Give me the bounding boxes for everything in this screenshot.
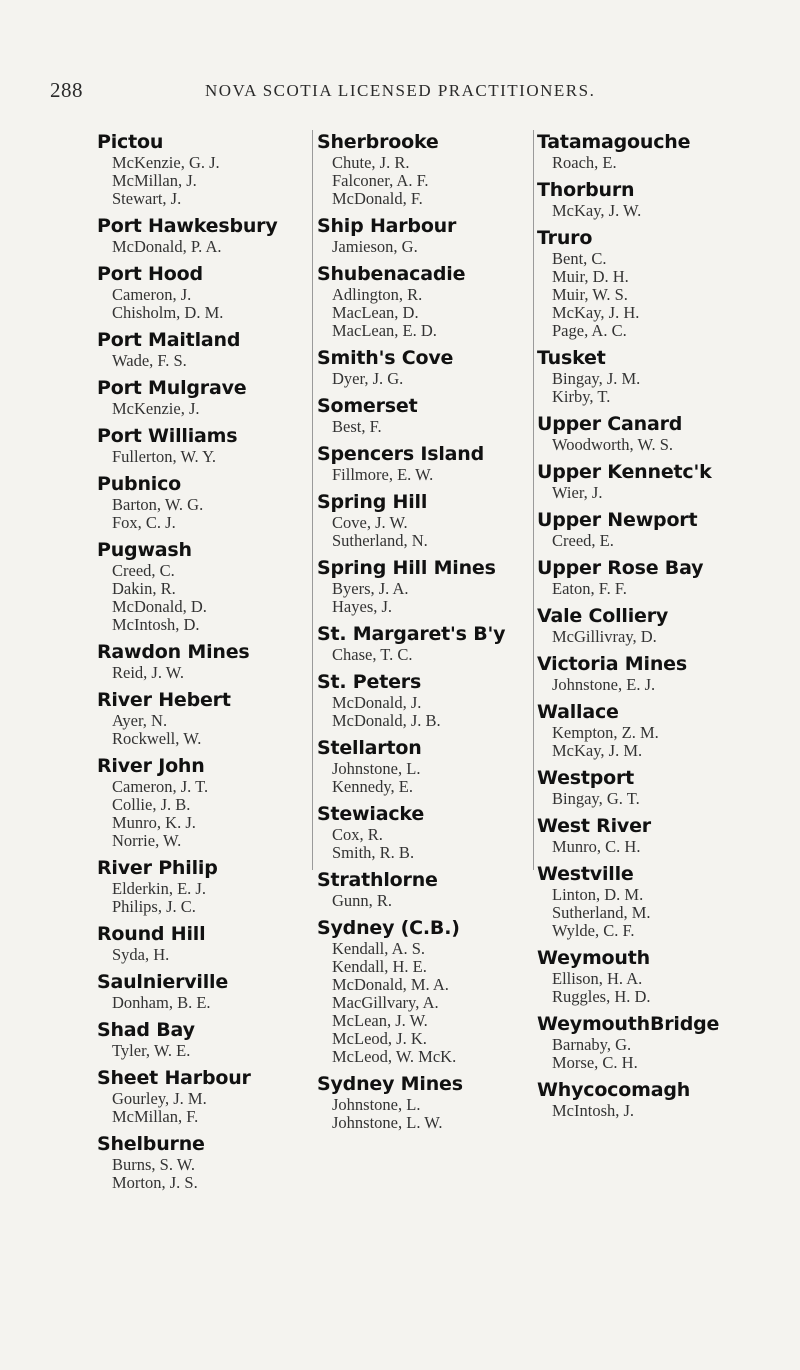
place-entry — [537, 556, 767, 598]
practitioner-name: Burns, S. W. — [112, 1155, 195, 1174]
place-entry — [97, 856, 327, 916]
column-3 — [537, 130, 767, 1126]
practitioner-list — [112, 400, 327, 418]
practitioner-name: Sutherland, N. — [332, 531, 428, 550]
practitioner-name: McIntosh, D. — [112, 615, 200, 634]
place-entry — [537, 700, 767, 760]
place-name: Tatamagouche — [537, 131, 691, 153]
place-entry — [537, 412, 767, 454]
place-entry — [537, 946, 767, 1006]
place-name: Round Hill — [97, 923, 206, 945]
practitioner-name: McKay, J. W. — [552, 201, 642, 220]
practitioner-list — [332, 370, 547, 388]
place-entry — [97, 754, 327, 850]
place-name: Stellarton — [317, 737, 422, 759]
practitioner-name: Hayes, J. — [332, 597, 393, 616]
practitioner-name: Barton, W. G. — [112, 495, 204, 514]
place-name: Upper Canard — [537, 413, 683, 435]
practitioner-list — [552, 1036, 767, 1072]
practitioner-name: Cameron, J. T. — [112, 777, 209, 796]
place-name: Victoria Mines — [537, 653, 687, 675]
practitioner-name: McGillivray, D. — [552, 627, 657, 646]
place-entry — [97, 688, 327, 748]
practitioner-name: Wier, J. — [552, 483, 603, 502]
practitioner-list — [112, 238, 327, 256]
practitioner-name: Chute, J. R. — [332, 153, 410, 172]
practitioner-name: Cox, R. — [332, 825, 383, 844]
place-entry — [537, 652, 767, 694]
practitioner-name: Kendall, H. E. — [332, 957, 427, 976]
practitioner-name: Stewart, J. — [112, 189, 182, 208]
practitioner-name: Ruggles, H. D. — [552, 987, 651, 1006]
practitioner-list — [552, 838, 767, 856]
place-name: Upper Rose Bay — [537, 557, 704, 579]
practitioner-list — [332, 646, 547, 664]
practitioner-list — [552, 790, 767, 808]
practitioner-name: Adlington, R. — [332, 285, 423, 304]
practitioner-name: Gourley, J. M. — [112, 1089, 207, 1108]
place-entry — [537, 508, 767, 550]
practitioner-name: Creed, E. — [552, 531, 614, 550]
practitioner-name: Tyler, W. E. — [112, 1041, 191, 1060]
practitioner-list — [332, 514, 547, 550]
practitioner-name: McMillan, F. — [112, 1107, 199, 1126]
practitioner-name: Rockwell, W. — [112, 729, 202, 748]
place-name: Port Mulgrave — [97, 377, 247, 399]
place-name: Sydney (C.B.) — [317, 917, 460, 939]
practitioner-list — [552, 202, 767, 220]
practitioner-list — [552, 1102, 767, 1120]
place-entry — [97, 1066, 327, 1126]
place-entry — [317, 262, 547, 340]
place-entry — [97, 1018, 327, 1060]
practitioner-name: McKenzie, G. J. — [112, 153, 220, 172]
practitioner-list — [552, 676, 767, 694]
running-title: NOVA SCOTIA LICENSED PRACTITIONERS. — [205, 81, 596, 100]
place-entry — [97, 538, 327, 634]
practitioner-name: Norrie, W. — [112, 831, 182, 850]
practitioner-list — [552, 370, 767, 406]
practitioner-list — [552, 532, 767, 550]
practitioner-name: Roach, E. — [552, 153, 617, 172]
place-name: Upper Kennetc'k — [537, 461, 712, 483]
place-name: Shad Bay — [97, 1019, 195, 1041]
practitioner-name: Best, F. — [332, 417, 382, 436]
practitioner-name: Falconer, A. F. — [332, 171, 429, 190]
practitioner-name: Cove, J. W. — [332, 513, 408, 532]
practitioner-name: McKay, J. H. — [552, 303, 640, 322]
practitioner-list — [552, 436, 767, 454]
practitioner-list — [332, 892, 547, 910]
practitioner-name: Johnstone, L. — [332, 759, 421, 778]
practitioner-list — [552, 628, 767, 646]
practitioner-list — [332, 694, 547, 730]
place-name: Smith's Cove — [317, 347, 454, 369]
practitioner-list — [112, 562, 327, 634]
practitioner-name: McKay, J. M. — [552, 741, 643, 760]
place-entry — [537, 604, 767, 646]
directory-columns — [97, 130, 787, 1330]
practitioner-name: Bingay, J. M. — [552, 369, 641, 388]
place-entry — [317, 802, 547, 862]
practitioner-name: Philips, J. C. — [112, 897, 196, 916]
place-entry — [97, 472, 327, 532]
place-name: Tusket — [537, 347, 606, 369]
practitioner-list — [112, 1042, 327, 1060]
practitioner-name: Kennedy, E. — [332, 777, 413, 796]
practitioner-name: McDonald, P. A. — [112, 237, 222, 256]
practitioner-name: Page, A. C. — [552, 321, 627, 340]
place-name: Upper Newport — [537, 509, 698, 531]
practitioner-name: McDonald, J. B. — [332, 711, 441, 730]
practitioner-name: Linton, D. M. — [552, 885, 644, 904]
place-name: Sydney Mines — [317, 1073, 463, 1095]
practitioner-list — [332, 418, 547, 436]
place-entry — [97, 214, 327, 256]
place-name: Port Hood — [97, 263, 203, 285]
place-name: Pubnico — [97, 473, 182, 495]
practitioner-list — [112, 880, 327, 916]
practitioner-name: Muir, W. S. — [552, 285, 628, 304]
place-name: River Hebert — [97, 689, 231, 711]
practitioner-name: Johnstone, L. W. — [332, 1113, 443, 1132]
practitioner-list — [332, 826, 547, 862]
practitioner-name: Gunn, R. — [332, 891, 393, 910]
place-entry — [317, 916, 547, 1066]
place-entry — [97, 130, 327, 208]
practitioner-name: MacLean, D. — [332, 303, 419, 322]
practitioner-name: Syda, H. — [112, 945, 170, 964]
place-entry — [317, 556, 547, 616]
practitioner-list — [552, 580, 767, 598]
practitioner-name: Morton, J. S. — [112, 1173, 198, 1192]
practitioner-name: Smith, R. B. — [332, 843, 415, 862]
place-name: Port Maitland — [97, 329, 241, 351]
practitioner-name: Creed, C. — [112, 561, 175, 580]
place-entry — [97, 262, 327, 322]
place-name: River John — [97, 755, 205, 777]
place-entry — [537, 814, 767, 856]
practitioner-list — [332, 760, 547, 796]
place-entry — [97, 922, 327, 964]
place-entry — [317, 490, 547, 550]
place-name: River Philip — [97, 857, 218, 879]
practitioner-name: Ayer, N. — [112, 711, 168, 730]
place-entry — [537, 226, 767, 340]
practitioner-name: Barnaby, G. — [552, 1035, 632, 1054]
column-2 — [317, 130, 547, 1138]
practitioner-list — [112, 664, 327, 682]
place-entry — [97, 640, 327, 682]
place-entry — [97, 376, 327, 418]
place-entry — [317, 868, 547, 910]
practitioner-name: McDonald, M. A. — [332, 975, 449, 994]
place-entry — [317, 442, 547, 484]
practitioner-name: Fillmore, E. W. — [332, 465, 434, 484]
place-entry — [97, 424, 327, 466]
practitioner-list — [112, 154, 327, 208]
practitioner-name: McMillan, J. — [112, 171, 197, 190]
practitioner-list — [112, 1156, 327, 1192]
practitioner-name: McDonald, J. — [332, 693, 422, 712]
practitioner-list — [332, 466, 547, 484]
practitioner-name: Bingay, G. T. — [552, 789, 640, 808]
place-name: West River — [537, 815, 651, 837]
practitioner-name: Cameron, J. — [112, 285, 192, 304]
practitioner-name: Munro, K. J. — [112, 813, 196, 832]
place-entry — [537, 460, 767, 502]
place-entry — [537, 1078, 767, 1120]
practitioner-list — [552, 154, 767, 172]
practitioner-name: MacGillvary, A. — [332, 993, 439, 1012]
practitioner-name: McLeod, W. McK. — [332, 1047, 457, 1066]
place-entry — [317, 670, 547, 730]
place-entry — [317, 622, 547, 664]
practitioner-list — [552, 724, 767, 760]
place-name: Stewiacke — [317, 803, 425, 825]
practitioner-name: McIntosh, J. — [552, 1101, 635, 1120]
practitioner-name: Dakin, R. — [112, 579, 176, 598]
practitioner-name: Chisholm, D. M. — [112, 303, 224, 322]
place-name: St. Peters — [317, 671, 422, 693]
place-entry — [97, 328, 327, 370]
practitioner-name: Bent, C. — [552, 249, 607, 268]
practitioner-name: Byers, J. A. — [332, 579, 409, 598]
practitioner-list — [112, 778, 327, 850]
practitioner-name: Johnstone, E. J. — [552, 675, 656, 694]
place-name: Sheet Harbour — [97, 1067, 251, 1089]
practitioner-name: Ellison, H. A. — [552, 969, 643, 988]
practitioner-list — [112, 448, 327, 466]
practitioner-list — [552, 250, 767, 340]
practitioner-list — [552, 886, 767, 940]
place-name: Pictou — [97, 131, 164, 153]
place-entry — [317, 736, 547, 796]
place-name: Ship Harbour — [317, 215, 457, 237]
practitioner-list — [112, 946, 327, 964]
practitioner-name: McDonald, F. — [332, 189, 423, 208]
place-entry — [317, 214, 547, 256]
place-name: Vale Colliery — [537, 605, 669, 627]
place-name: Spring Hill Mines — [317, 557, 496, 579]
place-name: Spencers Island — [317, 443, 484, 465]
place-name: Somerset — [317, 395, 418, 417]
practitioner-list — [112, 496, 327, 532]
place-entry — [317, 1072, 547, 1132]
place-name: Spring Hill — [317, 491, 428, 513]
place-entry — [317, 130, 547, 208]
practitioner-list — [332, 940, 547, 1066]
place-name: Whycocomagh — [537, 1079, 691, 1101]
practitioner-name: MacLean, E. D. — [332, 321, 437, 340]
practitioner-name: Eaton, F. F. — [552, 579, 627, 598]
practitioner-list — [112, 994, 327, 1012]
page-header — [50, 78, 770, 108]
place-entry — [537, 862, 767, 940]
place-name: Rawdon Mines — [97, 641, 250, 663]
practitioner-name: Elderkin, E. J. — [112, 879, 206, 898]
place-name: Pugwash — [97, 539, 192, 561]
practitioner-list — [332, 238, 547, 256]
practitioner-name: McLeod, J. K. — [332, 1029, 427, 1048]
place-name: Sherbrooke — [317, 131, 439, 153]
place-entry — [537, 178, 767, 220]
practitioner-name: Wade, F. S. — [112, 351, 187, 370]
practitioner-list — [552, 484, 767, 502]
place-name: Weymouth — [537, 947, 650, 969]
place-name: Port Williams — [97, 425, 238, 447]
place-name: Thorburn — [537, 179, 635, 201]
practitioner-name: Muir, D. H. — [552, 267, 629, 286]
practitioner-list — [112, 712, 327, 748]
practitioner-name: Kirby, T. — [552, 387, 611, 406]
place-name: Port Hawkesbury — [97, 215, 278, 237]
place-name: Truro — [537, 227, 593, 249]
practitioner-name: Kempton, Z. M. — [552, 723, 659, 742]
practitioner-name: Chase, T. C. — [332, 645, 413, 664]
practitioner-list — [332, 286, 547, 340]
practitioner-name: Kendall, A. S. — [332, 939, 426, 958]
practitioner-name: Fullerton, W. Y. — [112, 447, 217, 466]
place-entry — [317, 394, 547, 436]
practitioner-name: McDonald, D. — [112, 597, 207, 616]
place-entry — [97, 1132, 327, 1192]
place-name: Strathlorne — [317, 869, 438, 891]
practitioner-name: Collie, J. B. — [112, 795, 191, 814]
practitioner-list — [112, 352, 327, 370]
place-name: Westville — [537, 863, 634, 885]
practitioner-list — [112, 286, 327, 322]
place-name: Shubenacadie — [317, 263, 466, 285]
practitioner-list — [332, 580, 547, 616]
practitioner-name: Donham, B. E. — [112, 993, 211, 1012]
practitioner-name: Wylde, C. F. — [552, 921, 635, 940]
place-name: Shelburne — [97, 1133, 205, 1155]
place-entry — [537, 130, 767, 172]
practitioner-list — [552, 970, 767, 1006]
place-name: Saulnierville — [97, 971, 229, 993]
practitioner-name: McKenzie, J. — [112, 399, 200, 418]
practitioner-name: Jamieson, G. — [332, 237, 418, 256]
practitioner-name: Dyer, J. G. — [332, 369, 404, 388]
place-entry — [537, 1012, 767, 1072]
place-name: Wallace — [537, 701, 619, 723]
practitioner-name: Woodworth, W. S. — [552, 435, 674, 454]
place-name: WeymouthBridge — [537, 1013, 720, 1035]
place-entry — [97, 970, 327, 1012]
practitioner-name: Sutherland, M. — [552, 903, 651, 922]
practitioner-name: Reid, J. W. — [112, 663, 184, 682]
practitioner-name: Munro, C. H. — [552, 837, 641, 856]
practitioner-list — [112, 1090, 327, 1126]
page-number: 288 — [50, 78, 83, 102]
practitioner-name: Fox, C. J. — [112, 513, 176, 532]
practitioner-name: McLean, J. W. — [332, 1011, 428, 1030]
practitioner-name: Morse, C. H. — [552, 1053, 638, 1072]
practitioner-name: Johnstone, L. — [332, 1095, 421, 1114]
place-entry — [317, 346, 547, 388]
column-1 — [97, 130, 327, 1198]
place-entry — [537, 766, 767, 808]
place-entry — [537, 346, 767, 406]
place-name: St. Margaret's B'y — [317, 623, 506, 645]
practitioner-list — [332, 154, 547, 208]
practitioner-list — [332, 1096, 547, 1132]
place-name: Westport — [537, 767, 635, 789]
